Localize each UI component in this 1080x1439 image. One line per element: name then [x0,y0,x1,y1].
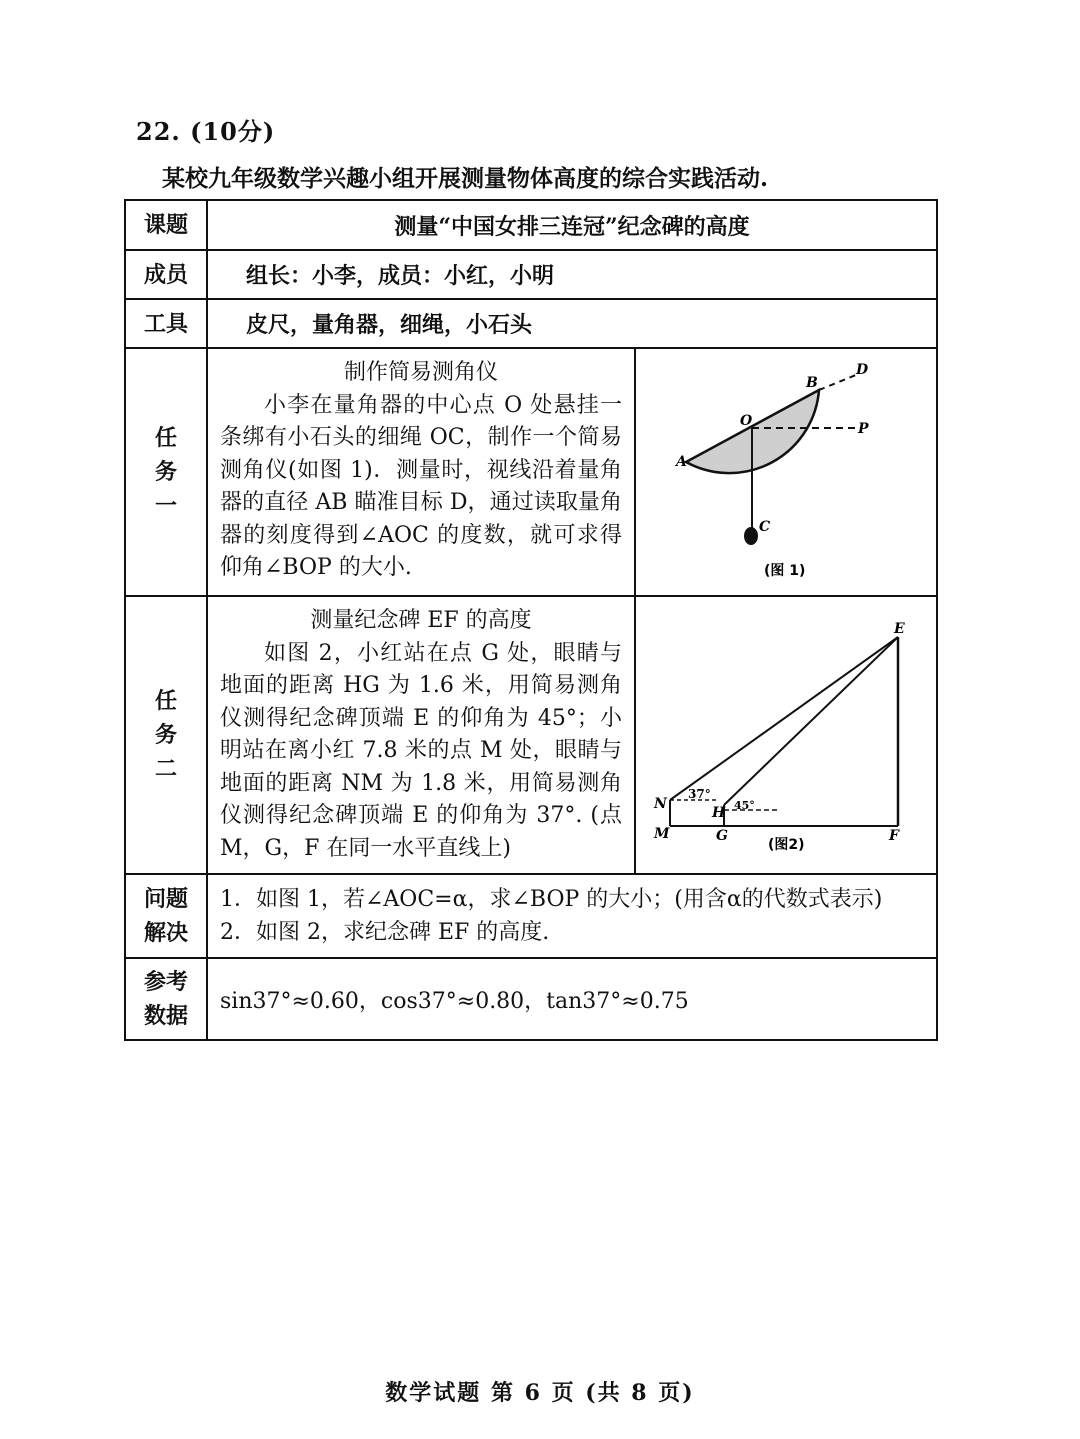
point-o-label: O [740,413,753,429]
reference-label-line: 参考 [143,969,188,995]
sight-line-ne [670,637,898,800]
tools-value: 皮尺，量角器，细绳，小石头 [207,299,937,348]
monument-figure [636,597,934,871]
angle-37-label: 37° [688,787,711,801]
row-task2 [125,596,937,874]
problems-label-line: 问题 [143,886,188,912]
point-g-label: G [716,828,728,844]
point-n-label: N [654,796,667,812]
row-reference [125,958,937,1040]
figure2-cell [635,596,937,874]
protractor-figure [636,349,934,593]
task1-label [125,348,207,596]
row-tools [125,299,937,348]
figure1-caption: (图 1) [764,563,806,579]
stone-shape [744,527,758,545]
row-members [125,250,937,299]
reference-value: sin37°≈0.60，cos37°≈0.80，tan37°≈0.75 [207,958,937,1040]
row-task1 [125,348,937,596]
task1-label-char: 一 [154,493,177,519]
problems-content [207,874,937,958]
task1-content [207,348,635,596]
members-label: 成员 [125,250,207,299]
point-a-label: A [676,454,687,470]
problems-label [125,874,207,958]
task2-body: 如图 2，小红站在点 G 处，眼睛与地面的距离 HG 为 1.6 米，用简易测角仪测得纪念碑顶端 E 的仰角为 45°；小明站在离小红 7.8 米的点 M 处，眼睛与地面的距离 NM 为 1.8 米，用简易测角仪测得纪念碑顶端 E 的仰角为 37°. (点 M，G，F 在同一水平直线上) [220,640,622,861]
problems-label-line: 解决 [143,920,188,946]
row-topic [125,200,937,250]
row-problems [125,874,937,958]
task2-label-char: 二 [154,756,177,782]
reference-label [125,958,207,1040]
task1-body: 小李在量角器的中心点 O 处悬挂一条绑有小石头的细绳 OC，制作一个简易测角仪(如图 1)．测量时，视线沿着量角器的直径 AB 瞄准目标 D，通过读取量角器的刻度得到∠AOC 的度数，就可求得仰角∠BOP 的大小. [220,392,622,580]
task2-title: 测量纪念碑 EF 的高度 [310,608,532,633]
problem-item: 2．如图 2，求纪念碑 EF 的高度. [220,920,550,945]
figure1-cell [635,348,937,596]
point-e-label: E [894,621,905,637]
topic-value: 测量“中国女排三连冠”纪念碑的高度 [207,200,937,250]
point-d-label: D [856,362,869,378]
activity-table [124,199,938,1041]
problem-item: 1．如图 1，若∠AOC=α，求∠BOP 的大小；(用含α的代数式表示) [220,887,883,912]
reference-label-line: 数据 [143,1003,188,1029]
members-value: 组长：小李，成员：小红，小明 [207,250,937,299]
sight-line-he [724,637,898,805]
task2-label-char: 任 [154,688,177,714]
question-intro: 某校九年级数学兴趣小组开展测量物体高度的综合实践活动. [162,165,769,192]
point-p-label: P [858,421,869,437]
angle-45-label: 45° [734,799,755,812]
tools-label: 工具 [125,299,207,348]
task1-label-char: 务 [154,459,177,485]
point-f-label: F [889,828,899,844]
task1-label-char: 任 [154,425,177,451]
task2-content [207,596,635,874]
point-c-label: C [759,519,771,535]
point-m-label: M [654,826,670,842]
question-number: 22. (10分) [136,117,276,146]
page-footer: 数学试题 第 6 页 (共 8 页) [385,1380,695,1406]
point-b-label: B [806,375,818,391]
point-h-label: H [712,805,726,821]
figure2-caption: (图2) [768,837,805,853]
sight-line-bd [819,375,856,390]
task1-title: 制作简易测角仪 [343,360,498,385]
task2-label-char: 务 [154,722,177,748]
task2-label [125,596,207,874]
topic-label: 课题 [125,200,207,250]
